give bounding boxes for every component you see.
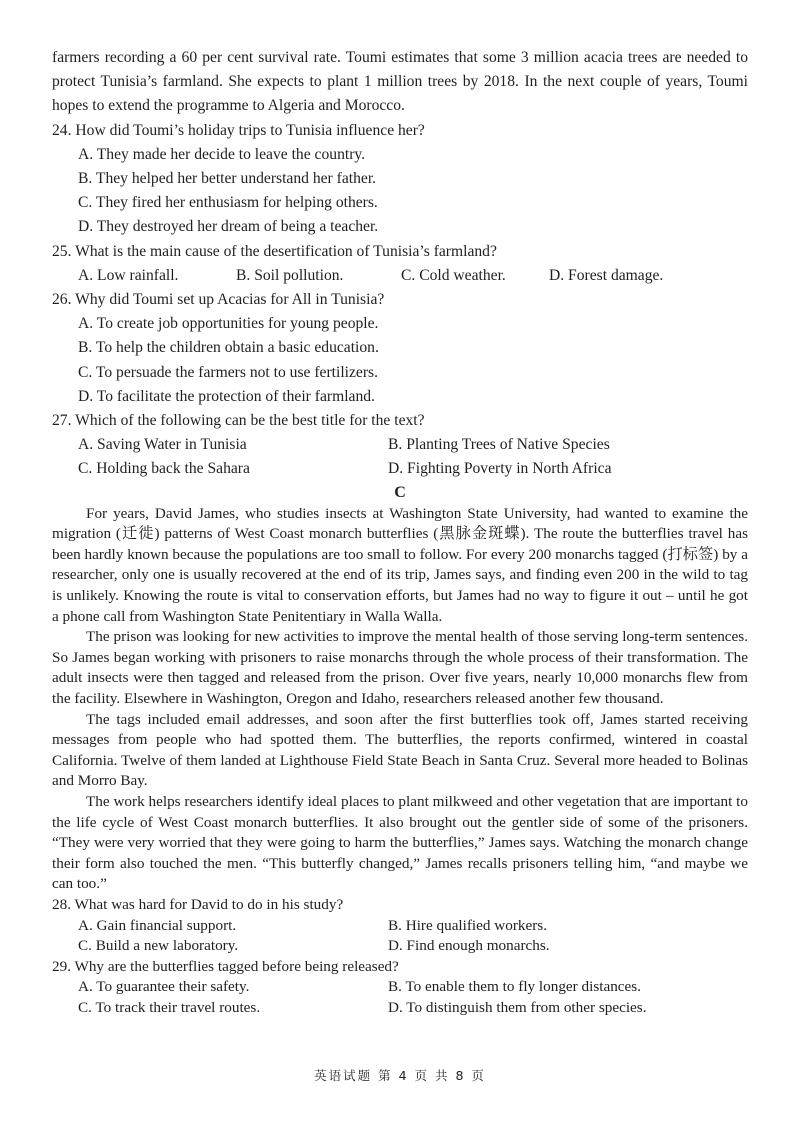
- option-d: D. Fighting Poverty in North Africa: [388, 460, 612, 478]
- option-a: A. Saving Water in Tunisia: [78, 436, 247, 454]
- option-a: A. They made her decide to leave the country.: [78, 145, 366, 163]
- question-26: [52, 288, 748, 409]
- option-d: D. Forest damage.: [549, 266, 664, 284]
- option-a: A. Gain financial support.: [78, 916, 237, 934]
- question-stem: 25. What is the main cause of the desertification of Tunisia’s farmland?: [52, 242, 497, 260]
- question-stem: 29. Why are the butterflies tagged before being released?: [52, 957, 399, 975]
- options-row: [78, 264, 748, 288]
- option-c: C. They fired her enthusiasm for helping others.: [78, 194, 378, 212]
- options-row: [78, 936, 748, 957]
- question-27: [52, 409, 748, 482]
- option-c: C. To persuade the farmers not to use fertilizers.: [78, 363, 379, 381]
- option-b: B. Soil pollution.: [236, 266, 344, 284]
- option-b: B. They helped her better understand her father.: [78, 170, 377, 188]
- section-heading: C: [394, 483, 406, 501]
- option-b: B. To enable them to fly longer distances.: [388, 978, 641, 996]
- option-a: A. Low rainfall.: [78, 266, 179, 284]
- option-d: D. They destroyed her dream of being a teacher.: [78, 218, 379, 236]
- exam-page: [52, 46, 748, 1019]
- question-25: [52, 240, 748, 288]
- options-row: [78, 916, 748, 937]
- question-24: [52, 119, 748, 240]
- options-row: [78, 998, 748, 1019]
- page-footer: 英语试题 第 4 页 共 8 页: [314, 1068, 486, 1083]
- passage-paragraph: The tags included email addresses, and soon after the first butterflies took off, James started receiving messages from people who had spotted them. The butterflies, the reports confirmed, wintered in coastal California. Twelve of them landed at Lighthouse Field State Beach in Santa Cruz. Several more headed to Bolinas and Morro Bay.: [52, 710, 748, 790]
- intro-paragraph: farmers recording a 60 per cent survival rate. Toumi estimates that some 3 million acacia trees are needed to protect Tunisia’s farmland. She expects to plant 1 million trees by 2018. In the next couple of years, Toumi hopes to extend the programme to Algeria and Morocco.: [52, 49, 748, 115]
- option-c: C. Holding back the Sahara: [78, 460, 250, 478]
- question-stem: 27. Which of the following can be the best title for the text?: [52, 412, 425, 430]
- option-b: B. Planting Trees of Native Species: [388, 436, 610, 454]
- passage-paragraph: For years, David James, who studies insects at Washington State University, had wanted to examine the migration (迁徙) patterns of West Coast monarch butterflies (黑脉金斑蝶). The route the butterflies travel has been hardly known because the populations are too small to follow. For every 200 monarchs tagged (打标签) by a researcher, only one is usually recovered at the end of its trip, James says, and finding even 200 in the wild to tag is unlikely. Knowing the route is vital to conservation efforts, but James had no way to figure it out – until he got a phone call from Washington State Penitentiary in Walla Walla.: [52, 504, 748, 625]
- passage-paragraph: The prison was looking for new activities to improve the mental health of those serving long-term sentences. So James began working with prisoners to raise monarchs through the whole process of their transformation. The adult insects were then tagged and released from the prison. Over five years, nearly 10,000 monarchs flew from the facility. Elsewhere in Washington, Oregon and Idaho, researchers released another few thousand.: [52, 628, 748, 707]
- question-29: [52, 957, 748, 1019]
- question-stem: 24. How did Toumi’s holiday trips to Tunisia influence her?: [52, 121, 425, 139]
- option-c: C. To track their travel routes.: [78, 998, 261, 1016]
- option-a: A. To create job opportunities for young people.: [78, 315, 379, 333]
- option-c: C. Build a new laboratory.: [78, 937, 239, 955]
- option-d: D. Find enough monarchs.: [388, 937, 550, 955]
- option-c: C. Cold weather.: [401, 266, 506, 284]
- option-d: D. To facilitate the protection of their farmland.: [78, 387, 375, 405]
- passage-paragraph: The work helps researchers identify ideal places to plant milkweed and other vegetation that are important to the life cycle of West Coast monarch butterflies. It also brought out the gentler side of some of the prisoners. “They were very worried that they were going to harm the butterflies,” James says. Watching the monarch change their form also touched the men. “This butterfly changed,” James recalls prisoners telling him, “and maybe we can too.”: [52, 792, 748, 893]
- option-a: A. To guarantee their safety.: [78, 978, 250, 996]
- option-b: B. To help the children obtain a basic education.: [78, 339, 379, 357]
- question-28: [52, 895, 748, 957]
- question-stem: 26. Why did Toumi set up Acacias for All in Tunisia?: [52, 291, 385, 309]
- question-stem: 28. What was hard for David to do in his study?: [52, 895, 344, 913]
- options-row: [78, 457, 748, 481]
- options-row: [78, 977, 748, 998]
- option-d: D. To distinguish them from other species.: [388, 998, 647, 1016]
- option-b: B. Hire qualified workers.: [388, 916, 548, 934]
- options-row: [78, 433, 748, 457]
